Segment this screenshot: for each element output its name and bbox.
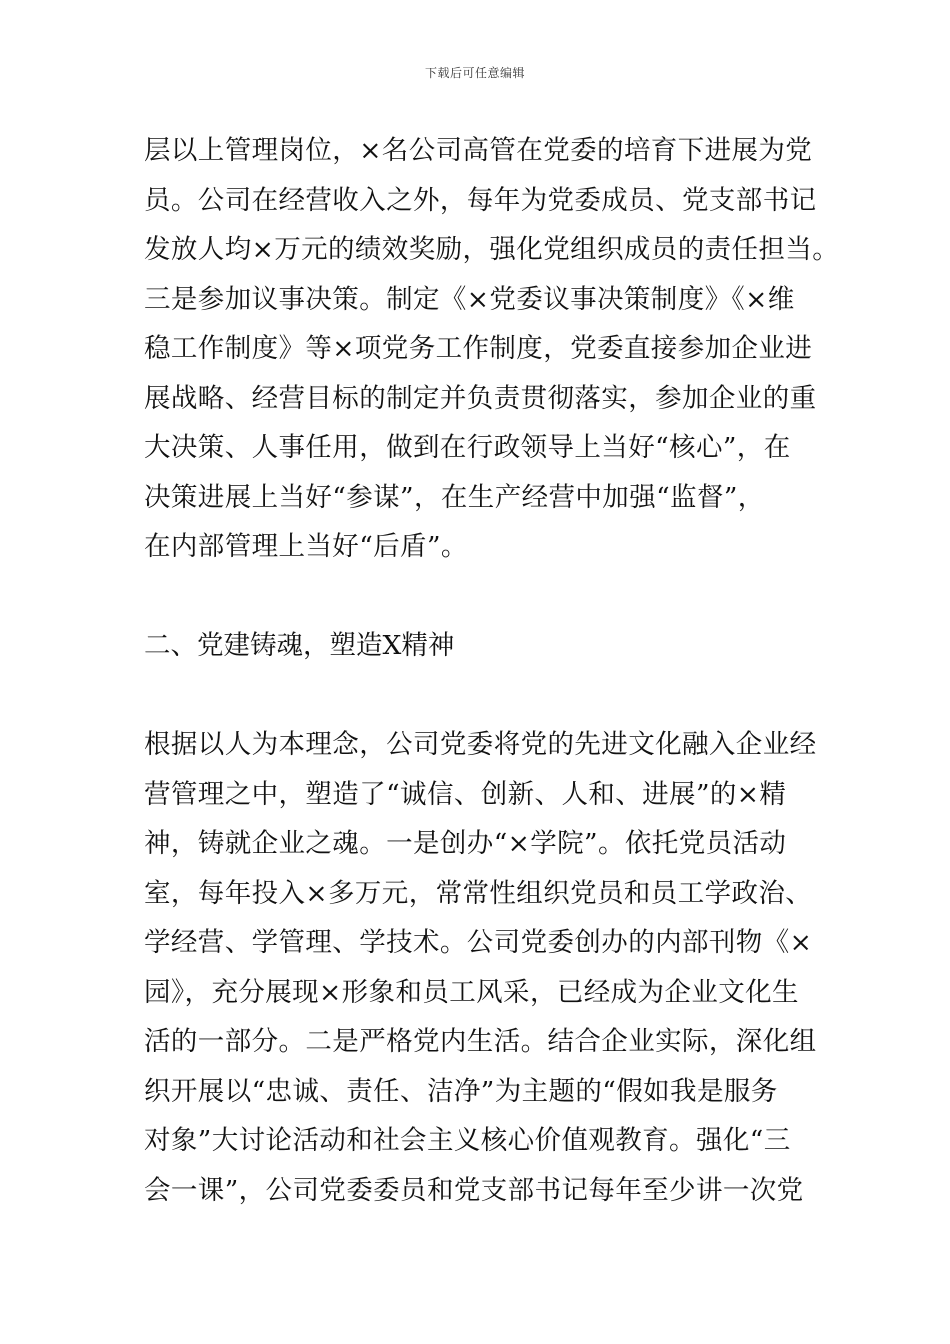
text-line: 室，每年投入×多万元，常常性组织党员和员工学政治、: [144, 877, 813, 909]
paragraph-2: [144, 720, 834, 1215]
paragraph-1: [144, 126, 840, 572]
text-line: 会一课”，公司党委委员和党支部书记每年至少讲一次党: [144, 1174, 804, 1206]
text-line: 员。公司在经营收入之外，每年为党委成员、党支部书记: [144, 184, 817, 216]
text-line: 大决策、人事任用，做到在行政领导上当好“核心”，在: [144, 432, 791, 463]
text-line: 决策进展上当好“参谋”，在生产经营中加强“监督”，: [144, 481, 765, 513]
text-line: 学经营、学管理、学技术。公司党委创办的内部刊物《×: [144, 927, 813, 958]
text-line: 层以上管理岗位，×名公司高管在党委的培育下进展为党: [144, 135, 813, 166]
section-heading: 二、党建铸魂，塑造X精神: [144, 630, 455, 661]
text-line: 神，铸就企业之魂。一是创办“×学院”。依托党员活动: [144, 828, 787, 859]
text-line: 活的一部分。二是严格党内生活。结合企业实际，深化组: [144, 1026, 817, 1057]
paragraph-spacer: [144, 671, 834, 721]
text-line: 根据以人为本理念，公司党委将党的先进文化融入企业经: [144, 729, 817, 760]
text-line: 三是参加议事决策。制定《×党委议事决策制度》《×维: [144, 283, 795, 315]
text-line: 稳工作制度》等×项党务工作制度，党委直接参加企业进: [144, 333, 813, 364]
text-line: 营管理之中，塑造了“诚信、创新、人和、进展”的×精: [144, 778, 787, 810]
text-line: 园》，充分展现×形象和员工风采，已经成为企业文化生: [144, 976, 799, 1008]
text-line: 对象”大讨论活动和社会主义核心价值观教育。强化“三: [144, 1125, 791, 1156]
text-line: 发放人均×万元的绩效奖励，强化党组织成员的责任担当。: [144, 234, 840, 265]
text-line: 织开展以“忠诚、责任、洁净”为主题的“假如我是服务: [144, 1075, 778, 1107]
text-line: 展战略、经营目标的制定并负责贯彻落实，参加企业的重: [144, 382, 817, 414]
text-line: 在内部管理上当好“后盾”。: [144, 531, 468, 562]
page-header-note: 下载后可任意编辑: [424, 66, 525, 80]
paragraph-spacer: [144, 572, 834, 622]
document-body: [144, 126, 840, 1215]
